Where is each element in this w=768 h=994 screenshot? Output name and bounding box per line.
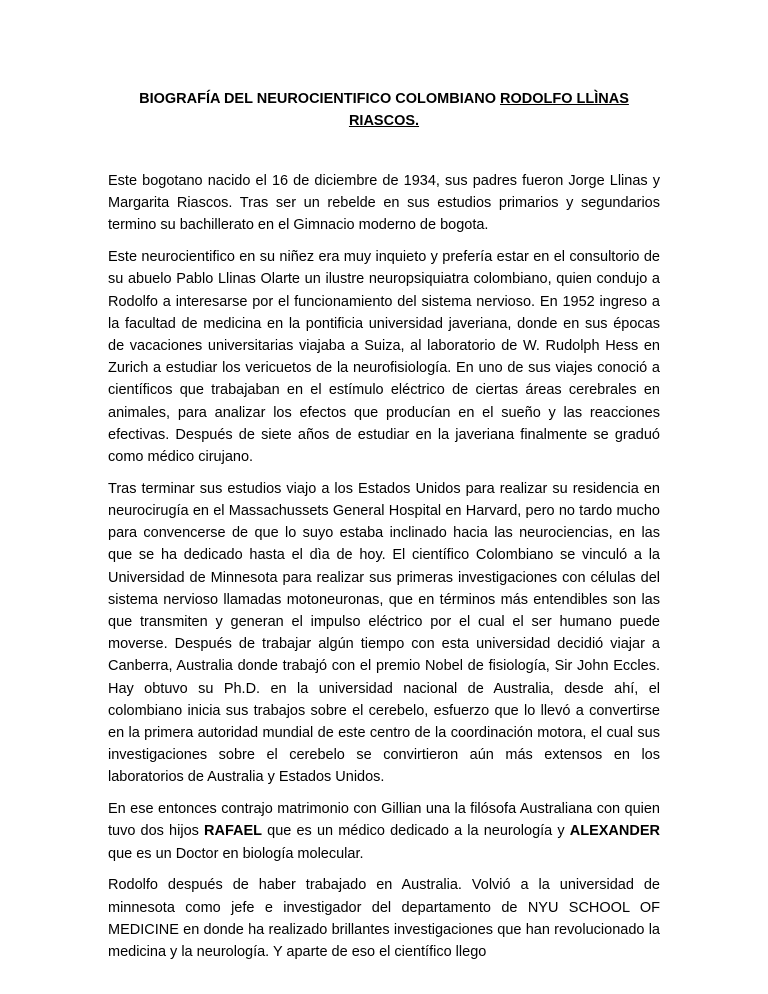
son-name-rafael: RAFAEL <box>204 823 263 840</box>
paragraph-4-text-c: que es un médico dedicado a la neurología y <box>262 823 570 840</box>
son-name-alexander: ALEXANDER <box>569 823 660 840</box>
title-name-underlined: RODOLFO LLÌNAS <box>500 91 629 107</box>
paragraph-2: Este neurocientifico en su niñez era muy inquieto y prefería estar en el consultorio de su abuelo Pablo Llinas Olarte un ilustre neuropsiquiatra colombiano, quien condujo a Rodolfo a interesarse por el funcionamiento del sistema nervioso. En 1952 ingreso a la facultad de medicina en la pontificia universidad javeriana, donde en sus épocas de vacaciones universitarias viajaba a Suiza, al laboratorio de W. Rudolph Hess en Zurich a estudiar los vericuetos de la neurofisiología. En uno de sus viajes conoció a científicos que trabajaban en el estímulo eléctrico de ciertas áreas cerebrales en animales, para analizar los efectos que producían en el sueño y las reacciones efectivas. Después de siete años de estudiar en la javeriana finalmente se graduó como médico cirujano. <box>108 249 660 466</box>
title-name-underlined-line2: RIASCOS. <box>348 113 420 129</box>
title-text: BIOGRAFÍA DEL NEUROCIENTIFICO COLOMBIANO <box>139 91 500 107</box>
paragraph-1: Este bogotano nacido el 16 de diciembre de 1934, sus padres fueron Jorge Llinas y Margarita Riascos. Tras ser un rebelde en sus estudios primarios y segundarios termino su bachillerato en el Gimnacio moderno de bogota. <box>108 173 660 234</box>
paragraph-4-text-e: que es un Doctor en biología molecular. <box>108 845 364 862</box>
paragraph-4 <box>108 798 660 865</box>
paragraph-3: Tras terminar sus estudios viajo a los Estados Unidos para realizar su residencia en neurocirugía en el Massachussets General Hospital en Harvard, pero no tardo mucho para convencerse de que lo suyo estaba inclinado hacia las neurociencias, en las que se ha dedicado hasta el dìa de hoy. El científico Colombiano se vinculó a la Universidad de Minnesota para realizar sus primeras investigaciones con células del sistema nervioso llamadas motoneuronas, que en términos más entendibles son las que transmiten y generan el impulso eléctrico por el cual el ser humano puede moverse. Después de trabajar algún tiempo con esta universidad decidió viajar a Canberra, Australia donde trabajó con el premio Nobel de fisiología, Sir John Eccles. Hay obtuvo su Ph.D. en la universidad nacional de Australia, desde ahí, el colombiano inicia sus trabajos sobre el cerebelo, esfuerzo que lo llevó a convertirse en la primera autoridad mundial de este centro de la coordinación motora, el cual sus investigaciones sobre el cerebelo se convirtieron aún más extensos en los laboratorios de Australia y Estados Unidos. <box>108 480 660 786</box>
paragraph-4-text-a: En ese entonces contrajo matrimonio con Gillian una la filósofa Australiana con quien tuvo dos hijos <box>108 801 660 840</box>
document-body <box>108 170 660 961</box>
document-title <box>108 88 660 132</box>
paragraph-5: Rodolfo después de haber trabajado en Australia. Volvió a la universidad de minnesota como jefe e investigador del departamento de NYU SCHOOL OF MEDICINE en donde ha realizado brillantes investigaciones que han revolucionado la medicina y la neurología. Y aparte de eso el científico llego <box>108 877 660 961</box>
